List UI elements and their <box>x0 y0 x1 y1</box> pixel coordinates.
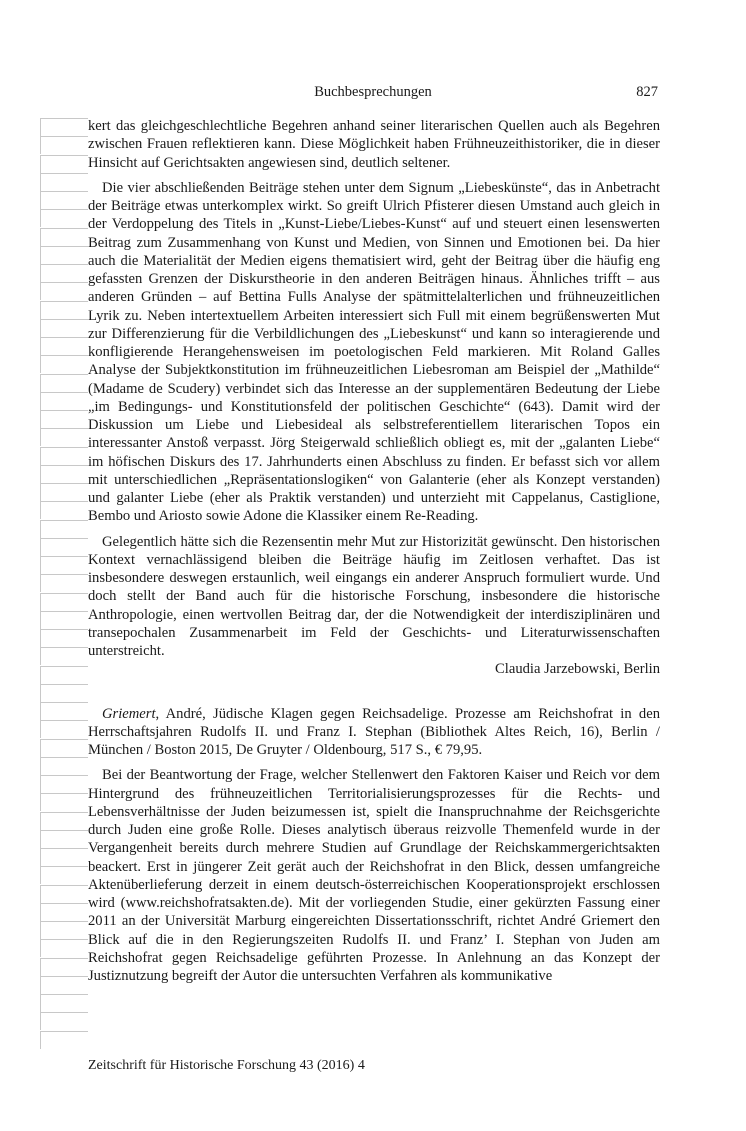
gutter-line <box>40 647 88 665</box>
gutter-line <box>40 136 88 154</box>
page-number: 827 <box>636 84 658 100</box>
gutter-line <box>40 739 88 757</box>
gutter-line <box>40 921 88 939</box>
gutter-line <box>40 264 88 282</box>
gutter-line <box>40 958 88 976</box>
gutter-line <box>40 392 88 410</box>
gutter-line <box>40 793 88 811</box>
running-header <box>88 84 658 104</box>
gutter-line <box>40 319 88 337</box>
gutter-line <box>40 173 88 191</box>
gutter-line <box>40 374 88 392</box>
gutter-line <box>40 191 88 209</box>
gutter-line <box>40 410 88 428</box>
gutter-line <box>40 684 88 702</box>
gutter-line <box>40 611 88 629</box>
gutter-line <box>40 593 88 611</box>
article-body <box>88 117 660 985</box>
gutter-line <box>40 866 88 884</box>
gutter-line <box>40 428 88 446</box>
gutter-line <box>40 629 88 647</box>
gutter-line <box>40 830 88 848</box>
gutter-line <box>40 939 88 957</box>
gutter-line <box>40 885 88 903</box>
gutter-line <box>40 520 88 538</box>
line-number-gutter <box>40 118 88 1048</box>
paragraph: kert das gleichgeschlechtliche Begehren anhand seiner literarischen Quellen auch als Begehren zwischen Frauen reflektieren kann. Diese Möglichkeit haben Frühneuzeithistoriker, die in dieser Hinsicht auf Gerichtsakten angewiesen sind, deutlich seltener. <box>88 118 660 171</box>
book-details: , André, Jüdische Klagen gegen Reichsadelige. Prozesse am Reichshofrat in den Herrschaftsjahren Rudolfs II. und Franz I. Stephan (Bibliothek Altes Reich, 16), Berlin / München / Boston 2015, De Gruyter / Oldenbourg, 517 S., € 79,95. <box>88 705 660 758</box>
gutter-line <box>40 355 88 373</box>
gutter-line <box>40 702 88 720</box>
gutter-line <box>40 1031 88 1049</box>
gutter-line <box>40 447 88 465</box>
gutter-line <box>40 994 88 1012</box>
gutter-line <box>40 757 88 775</box>
gutter-line <box>40 903 88 921</box>
gutter-line <box>40 155 88 173</box>
gutter-line <box>40 465 88 483</box>
gutter-line <box>40 483 88 501</box>
gutter-line <box>40 209 88 227</box>
book-author: Griemert <box>102 705 156 722</box>
gutter-line <box>40 228 88 246</box>
gutter-line <box>40 1012 88 1030</box>
reviewer-signature: Claudia Jarzebowski, Berlin <box>495 661 660 678</box>
gutter-line <box>40 118 88 136</box>
gutter-line <box>40 246 88 264</box>
gutter-line <box>40 848 88 866</box>
paragraph: Bei der Beantwortung der Frage, welcher Stellenwert den Faktoren Kaiser und Reich vor dem Hintergrund des frühneuzeitlichen Territorialisierungsprozesses für die Rechts- und Lebensverhältnisse der Juden beizumessen ist, spielt die Inanspruchnahme der Reichsgerichte durch Juden eine große Rolle. Dieses analytisch überaus reizvolle Themenfeld wurde in der Vergangenheit bereits durch mehrere Studien auf Grundlage der Reichskammergerichtsakten beackert. Erst in jüngerer Zeit gerät auch der Reichshofrat in den Blick, dessen umfangreiche Aktenüberlieferung derzeit in einem deutsch-österreichischen Kooperationsprojekt erschlossen wird (www.reichshofratsakten.de). Mit der vorliegenden Studie, einer gekürzten Fassung einer 2011 an der Universität Marburg eingereichten Dissertationsschrift, richtet André Griemert den Blick auf die in den Regierungszeiten Rudolfs II. und Franz’ I. Stephan von Juden am Reichshofrat gegen Reichsadelige geführten Prozesse. In Anlehnung an das Konzept der Justiznutzung begreift der Autor die untersuchten Verfahren als kommunikative <box>88 767 660 984</box>
gutter-line <box>40 556 88 574</box>
gutter-line <box>40 538 88 556</box>
running-title: Buchbesprechungen <box>314 84 432 100</box>
gutter-line <box>40 301 88 319</box>
gutter-line <box>40 574 88 592</box>
gutter-line <box>40 720 88 738</box>
review-bibliography <box>88 705 660 760</box>
journal-footer: Zeitschrift für Historische Forschung 43 (2016) 4 <box>88 1058 365 1073</box>
paragraph: Die vier abschließenden Beiträge stehen unter dem Signum „Liebeskünste“, das in Anbetracht der Beiträge etwas unterkomplex wirkt. So greift Ulrich Pfisterer diesen Umstand auch gleich in der Verdoppelung des Titels in „Kunst-Liebe/Liebes-Kunst“ auf und steuert einen lesenswerten Beitrag zum Zusammenhang von Kunst und Medien, von Sinnen und Emotionen bei. Da hier auch die Materialität der Medien eigens thematisiert wird, geht der Beitrag über die häufig eng gefassten Grenzen der Diskurstheorie in den anderen Beiträgen hinaus. Ähnliches trifft – aus anderen Gründen – auf Bettina Fulls Analyse der spätmittelalterlichen und frühneuzeitlichen Lyrik zu. Neben intertextuellem Arbeiten interessiert sich Full mit einem begrüßenswerten Mut zur Differenzierung für die Verbildlichungen des „Liebeskunst“ und kann so interagierende und konfligierende Herangehensweisen im poetologischen Feld markieren. Mit Roland Galles Analyse der Subjektkonstitution im frühneuzeitlichen Liebesroman am Beispiel der „Mathilde“ (Madame de Scudery) verbindet sich das Interesse an der supplementären Bedeutung der Liebe „im Bedingungs- und Konstitutionsfeld der politischen Geschichte“ (643). Damit wird der Diskussion um Liebe und Liebesideal als selbstreferentiellem literarischen Topos ein interessanter Anstoß verpasst. Jörg Steigerwald schließlich obliegt es, mit der „galanten Liebe“ im höfischen Diskurs des 17. Jahrhunderts einen Abschluss zu finden. Er befasst sich vor allem mit unterschiedlichen „Repräsentationslogiken“ von Galanterie (eher als Konzept verstanden) und galanter Liebe (eher als Praktik verstanden) und unterzieht mit Cappelanus, Castiglione, Bembo und Ariosto sowie Adone die Klassiker einem Re-Reading. <box>88 179 660 525</box>
gutter-line <box>40 666 88 684</box>
gutter-line <box>40 337 88 355</box>
gutter-line <box>40 501 88 519</box>
gutter-line <box>40 812 88 830</box>
gutter-line <box>40 282 88 300</box>
paragraph: Gelegentlich hätte sich die Rezensentin mehr Mut zur Historizität gewünscht. Den historischen Kontext vernachlässigend bleiben die Beiträge häufig im Zeitlosen verhaftet. Das ist insbesondere deswegen erstaunlich, weil eingangs ein anderer Anspruch formuliert wurde. Und doch stellt der Band auch für die historische Forschung, insbesondere die historische Anthropologie, einen wertvollen Beitrag dar, der die Notwendigkeit der interdisziplinären und transepochalen Zusammenarbeit im Feld der Geschichts- und Literaturwissenschaften unterstreicht. <box>88 533 660 659</box>
gutter-line <box>40 775 88 793</box>
gutter-line <box>40 976 88 994</box>
